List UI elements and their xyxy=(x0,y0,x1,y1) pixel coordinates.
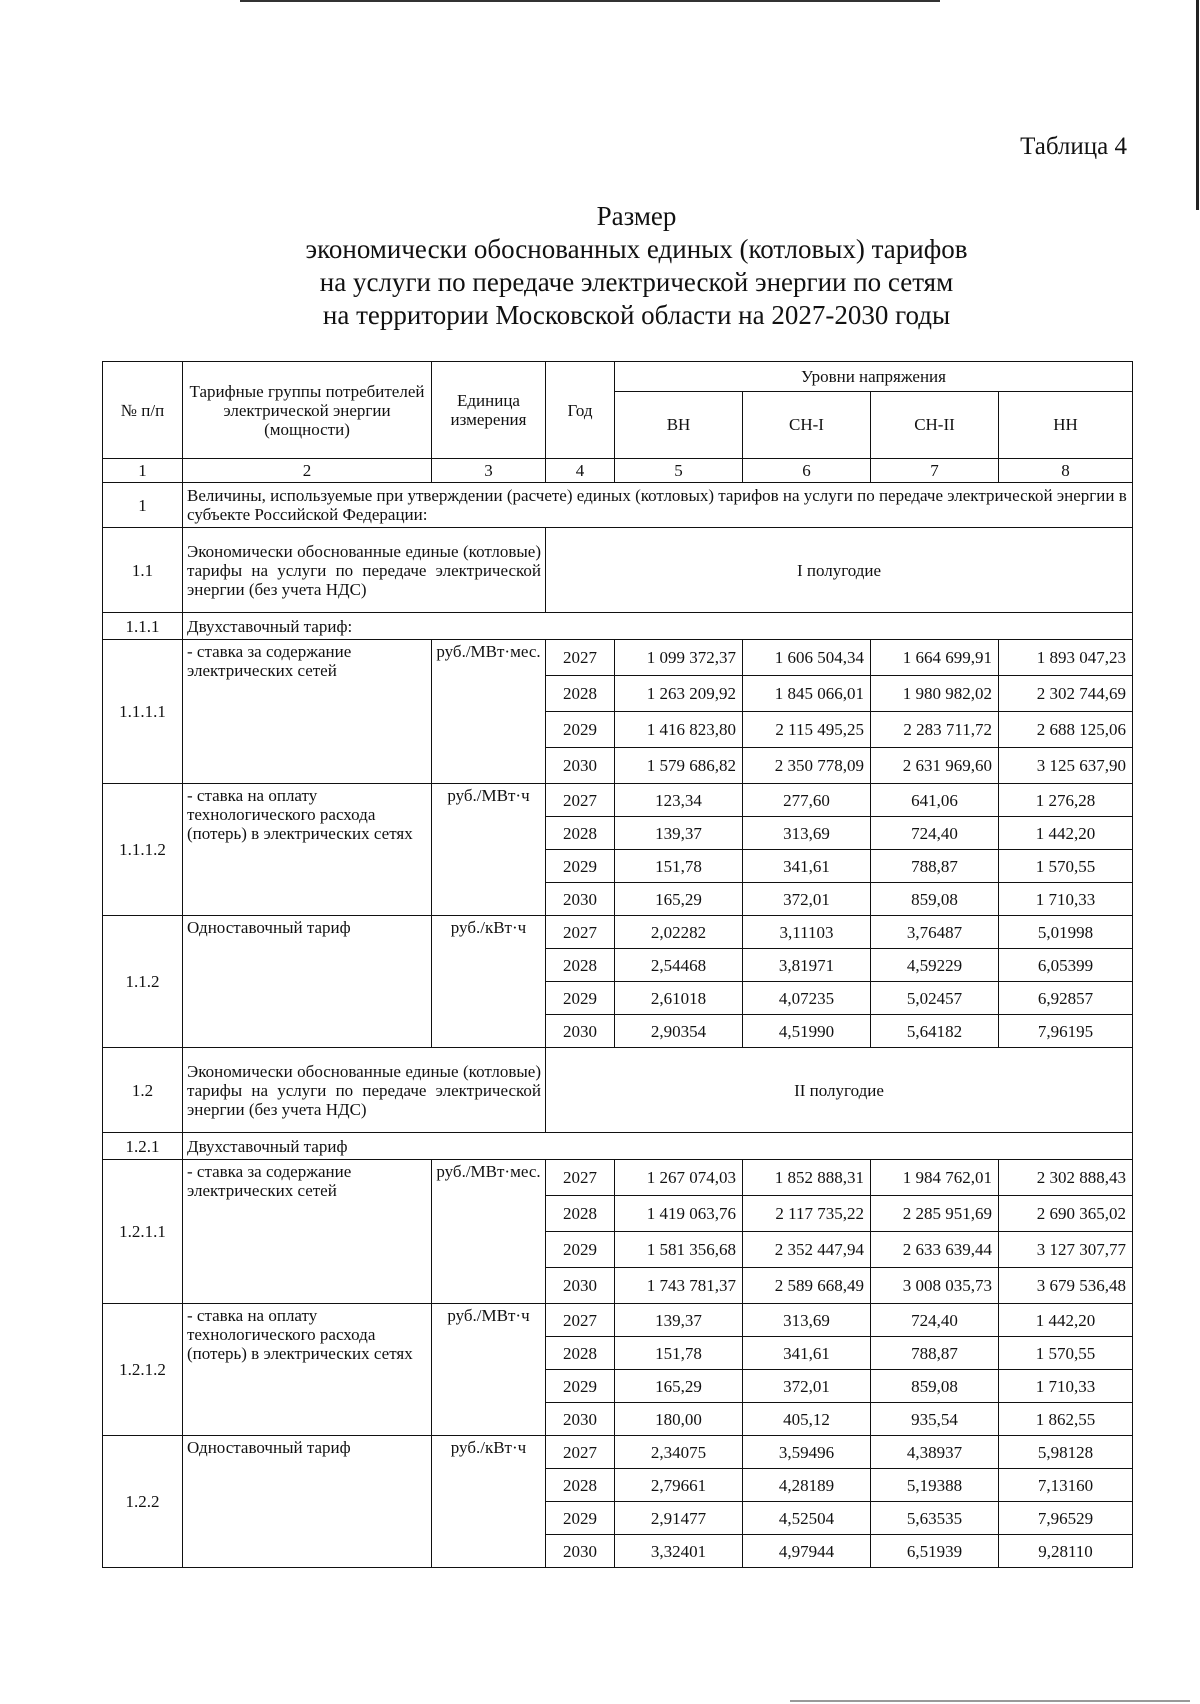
tariff-group-name: Одноставочный тариф xyxy=(183,916,432,1048)
two-rate-row xyxy=(103,1133,1133,1160)
value-sn2: 1 664 699,91 xyxy=(871,640,999,676)
value-sn2: 788,87 xyxy=(871,1337,999,1370)
data-row xyxy=(103,640,1133,676)
value-vn: 151,78 xyxy=(615,1337,743,1370)
value-sn1: 2 115 495,25 xyxy=(743,712,871,748)
value-sn1: 2 117 735,22 xyxy=(743,1196,871,1232)
row-num: 1.1.2 xyxy=(103,916,183,1048)
col-number: 5 xyxy=(615,459,743,483)
title-line: экономически обоснованных единых (котловых) тарифов xyxy=(305,234,968,264)
year-cell: 2029 xyxy=(546,712,615,748)
year-cell: 2028 xyxy=(546,1469,615,1502)
value-nn: 2 688 125,06 xyxy=(999,712,1133,748)
value-nn: 6,05399 xyxy=(999,949,1133,982)
value-sn2: 2 633 639,44 xyxy=(871,1232,999,1268)
value-vn: 1 743 781,37 xyxy=(615,1268,743,1304)
value-vn: 2,61018 xyxy=(615,982,743,1015)
value-nn: 2 302 744,69 xyxy=(999,676,1133,712)
value-sn1: 2 352 447,94 xyxy=(743,1232,871,1268)
value-nn: 1 442,20 xyxy=(999,817,1133,850)
header-year: Год xyxy=(546,362,615,459)
header-sn2: СН-II xyxy=(871,391,999,458)
value-nn: 5,98128 xyxy=(999,1436,1133,1469)
scan-border-bottom xyxy=(790,1700,1190,1702)
block-text: Экономически обоснованные единые (котловые) тарифы на услуги по передаче электрической энергии (без учета НДС) xyxy=(183,528,546,613)
value-vn: 2,34075 xyxy=(615,1436,743,1469)
scan-border-top xyxy=(240,0,940,2)
unit: руб./кВт·ч xyxy=(432,916,546,1048)
value-sn2: 5,64182 xyxy=(871,1015,999,1048)
two-rate-num: 1.2.1 xyxy=(103,1133,183,1160)
two-rate-row xyxy=(103,613,1133,640)
value-sn2: 3,76487 xyxy=(871,916,999,949)
header-num: № п/п xyxy=(103,362,183,459)
header-nn: НН xyxy=(999,391,1133,458)
value-sn1: 1 606 504,34 xyxy=(743,640,871,676)
value-vn: 2,54468 xyxy=(615,949,743,982)
value-vn: 2,90354 xyxy=(615,1015,743,1048)
table-label: Таблица 4 xyxy=(1020,133,1127,160)
value-vn: 180,00 xyxy=(615,1403,743,1436)
year-cell: 2027 xyxy=(546,1160,615,1196)
header-row xyxy=(103,362,1133,392)
block-row xyxy=(103,1048,1133,1133)
value-sn1: 3,59496 xyxy=(743,1436,871,1469)
data-row xyxy=(103,784,1133,817)
year-cell: 2029 xyxy=(546,850,615,883)
value-nn: 9,28110 xyxy=(999,1535,1133,1568)
value-vn: 123,34 xyxy=(615,784,743,817)
row-num: 1.2.1.2 xyxy=(103,1304,183,1436)
half-year-label: II полугодие xyxy=(546,1048,1133,1133)
year-cell: 2029 xyxy=(546,1370,615,1403)
value-sn2: 641,06 xyxy=(871,784,999,817)
header-voltage-levels: Уровни напряжения xyxy=(615,362,1133,392)
year-cell: 2030 xyxy=(546,1268,615,1304)
value-sn2: 1 984 762,01 xyxy=(871,1160,999,1196)
col-number: 2 xyxy=(183,459,432,483)
block-num: 1.2 xyxy=(103,1048,183,1133)
value-nn: 1 893 047,23 xyxy=(999,640,1133,676)
block-row xyxy=(103,528,1133,613)
year-cell: 2028 xyxy=(546,676,615,712)
tariff-group-name: - ставка за содержание электрических сетей xyxy=(183,640,432,784)
col-number: 7 xyxy=(871,459,999,483)
value-sn1: 313,69 xyxy=(743,817,871,850)
value-nn: 1 570,55 xyxy=(999,1337,1133,1370)
header-group: Тарифные группы потребителей электрической энергии (мощности) xyxy=(183,362,432,459)
value-vn: 1 099 372,37 xyxy=(615,640,743,676)
year-cell: 2029 xyxy=(546,1232,615,1268)
tariff-group-name: - ставка на оплату технологического расхода (потерь) в электрических сетях xyxy=(183,784,432,916)
year-cell: 2027 xyxy=(546,1436,615,1469)
value-nn: 6,92857 xyxy=(999,982,1133,1015)
year-cell: 2030 xyxy=(546,748,615,784)
value-nn: 3 125 637,90 xyxy=(999,748,1133,784)
value-sn1: 4,97944 xyxy=(743,1535,871,1568)
value-sn1: 2 589 668,49 xyxy=(743,1268,871,1304)
value-sn2: 4,59229 xyxy=(871,949,999,982)
section-text: Величины, используемые при утверждении (расчете) единых (котловых) тарифов на услуги по передаче электрической энергии в субъекте Российской Федерации: xyxy=(183,483,1133,528)
value-sn1: 3,81971 xyxy=(743,949,871,982)
row-num: 1.2.2 xyxy=(103,1436,183,1568)
value-sn1: 3,11103 xyxy=(743,916,871,949)
year-cell: 2029 xyxy=(546,1502,615,1535)
year-cell: 2028 xyxy=(546,817,615,850)
value-nn: 1 710,33 xyxy=(999,883,1133,916)
data-row xyxy=(103,916,1133,949)
title-line: на территории Московской области на 2027-2030 годы xyxy=(322,300,951,330)
unit: руб./МВт·мес. xyxy=(432,640,546,784)
value-sn1: 372,01 xyxy=(743,883,871,916)
title-line: на услуги по передаче электрической энергии по сетям xyxy=(319,267,954,297)
value-sn2: 4,38937 xyxy=(871,1436,999,1469)
col-number: 3 xyxy=(432,459,546,483)
header-unit: Единица измерения xyxy=(432,362,546,459)
value-vn: 3,32401 xyxy=(615,1535,743,1568)
value-sn1: 2 350 778,09 xyxy=(743,748,871,784)
tariff-group-name: - ставка за содержание электрических сетей xyxy=(183,1160,432,1304)
value-sn2: 5,19388 xyxy=(871,1469,999,1502)
value-sn1: 405,12 xyxy=(743,1403,871,1436)
value-nn: 3 127 307,77 xyxy=(999,1232,1133,1268)
col-number: 6 xyxy=(743,459,871,483)
year-cell: 2030 xyxy=(546,883,615,916)
value-vn: 1 416 823,80 xyxy=(615,712,743,748)
unit: руб./МВт·мес. xyxy=(432,1160,546,1304)
value-sn1: 4,51990 xyxy=(743,1015,871,1048)
value-vn: 2,79661 xyxy=(615,1469,743,1502)
value-vn: 1 581 356,68 xyxy=(615,1232,743,1268)
value-sn2: 2 283 711,72 xyxy=(871,712,999,748)
year-cell: 2030 xyxy=(546,1535,615,1568)
two-rate-num: 1.1.1 xyxy=(103,613,183,640)
year-cell: 2030 xyxy=(546,1015,615,1048)
value-sn2: 724,40 xyxy=(871,1304,999,1337)
value-nn: 3 679 536,48 xyxy=(999,1268,1133,1304)
value-sn2: 935,54 xyxy=(871,1403,999,1436)
tariff-group-name: Одноставочный тариф xyxy=(183,1436,432,1568)
value-nn: 7,96529 xyxy=(999,1502,1133,1535)
value-nn: 2 302 888,43 xyxy=(999,1160,1133,1196)
value-vn: 139,37 xyxy=(615,817,743,850)
value-vn: 151,78 xyxy=(615,850,743,883)
half-year-label: I полугодие xyxy=(546,528,1133,613)
unit: руб./МВт·ч xyxy=(432,1304,546,1436)
value-sn1: 4,52504 xyxy=(743,1502,871,1535)
scan-border-right xyxy=(1196,0,1199,210)
value-sn2: 5,63535 xyxy=(871,1502,999,1535)
year-cell: 2028 xyxy=(546,949,615,982)
value-vn: 165,29 xyxy=(615,1370,743,1403)
col-number: 8 xyxy=(999,459,1133,483)
data-row xyxy=(103,1160,1133,1196)
value-nn: 7,96195 xyxy=(999,1015,1133,1048)
header-sn1: СН-I xyxy=(743,391,871,458)
year-cell: 2028 xyxy=(546,1337,615,1370)
year-cell: 2029 xyxy=(546,982,615,1015)
value-nn: 5,01998 xyxy=(999,916,1133,949)
year-cell: 2028 xyxy=(546,1196,615,1232)
value-sn2: 724,40 xyxy=(871,817,999,850)
header-vn: ВН xyxy=(615,391,743,458)
tariff-table xyxy=(102,361,1133,1568)
row-num: 1.1.1.1 xyxy=(103,640,183,784)
year-cell: 2027 xyxy=(546,1304,615,1337)
value-sn1: 4,28189 xyxy=(743,1469,871,1502)
unit: руб./кВт·ч xyxy=(432,1436,546,1568)
col-number: 1 xyxy=(103,459,183,483)
value-sn1: 313,69 xyxy=(743,1304,871,1337)
document-title xyxy=(0,200,1200,332)
value-nn: 1 862,55 xyxy=(999,1403,1133,1436)
title-line: Размер xyxy=(596,201,677,231)
value-nn: 1 570,55 xyxy=(999,850,1133,883)
value-vn: 139,37 xyxy=(615,1304,743,1337)
value-vn: 2,02282 xyxy=(615,916,743,949)
value-sn1: 372,01 xyxy=(743,1370,871,1403)
section-row xyxy=(103,483,1133,528)
block-text: Экономически обоснованные единые (котловые) тарифы на услуги по передаче электрической энергии (без учета НДС) xyxy=(183,1048,546,1133)
value-sn2: 2 631 969,60 xyxy=(871,748,999,784)
value-vn: 2,91477 xyxy=(615,1502,743,1535)
tariff-group-name: - ставка на оплату технологического расхода (потерь) в электрических сетях xyxy=(183,1304,432,1436)
value-vn: 1 263 209,92 xyxy=(615,676,743,712)
two-rate-text: Двухставочный тариф: xyxy=(183,613,1133,640)
row-num: 1.1.1.2 xyxy=(103,784,183,916)
value-sn2: 859,08 xyxy=(871,1370,999,1403)
value-vn: 1 267 074,03 xyxy=(615,1160,743,1196)
value-sn1: 341,61 xyxy=(743,1337,871,1370)
section-num: 1 xyxy=(103,483,183,528)
column-number-row xyxy=(103,459,1133,483)
value-sn1: 1 852 888,31 xyxy=(743,1160,871,1196)
two-rate-text: Двухставочный тариф xyxy=(183,1133,1133,1160)
year-cell: 2027 xyxy=(546,640,615,676)
value-sn2: 3 008 035,73 xyxy=(871,1268,999,1304)
value-vn: 165,29 xyxy=(615,883,743,916)
value-sn2: 788,87 xyxy=(871,850,999,883)
value-nn: 1 276,28 xyxy=(999,784,1133,817)
value-sn1: 1 845 066,01 xyxy=(743,676,871,712)
value-nn: 2 690 365,02 xyxy=(999,1196,1133,1232)
value-sn2: 1 980 982,02 xyxy=(871,676,999,712)
unit: руб./МВт·ч xyxy=(432,784,546,916)
value-sn2: 859,08 xyxy=(871,883,999,916)
value-sn1: 341,61 xyxy=(743,850,871,883)
value-nn: 1 442,20 xyxy=(999,1304,1133,1337)
year-cell: 2027 xyxy=(546,916,615,949)
col-number: 4 xyxy=(546,459,615,483)
value-nn: 1 710,33 xyxy=(999,1370,1133,1403)
value-vn: 1 579 686,82 xyxy=(615,748,743,784)
data-row xyxy=(103,1304,1133,1337)
block-num: 1.1 xyxy=(103,528,183,613)
year-cell: 2027 xyxy=(546,784,615,817)
value-sn2: 6,51939 xyxy=(871,1535,999,1568)
value-vn: 1 419 063,76 xyxy=(615,1196,743,1232)
row-num: 1.2.1.1 xyxy=(103,1160,183,1304)
value-sn1: 277,60 xyxy=(743,784,871,817)
year-cell: 2030 xyxy=(546,1403,615,1436)
value-sn2: 2 285 951,69 xyxy=(871,1196,999,1232)
data-row xyxy=(103,1436,1133,1469)
value-nn: 7,13160 xyxy=(999,1469,1133,1502)
value-sn2: 5,02457 xyxy=(871,982,999,1015)
value-sn1: 4,07235 xyxy=(743,982,871,1015)
